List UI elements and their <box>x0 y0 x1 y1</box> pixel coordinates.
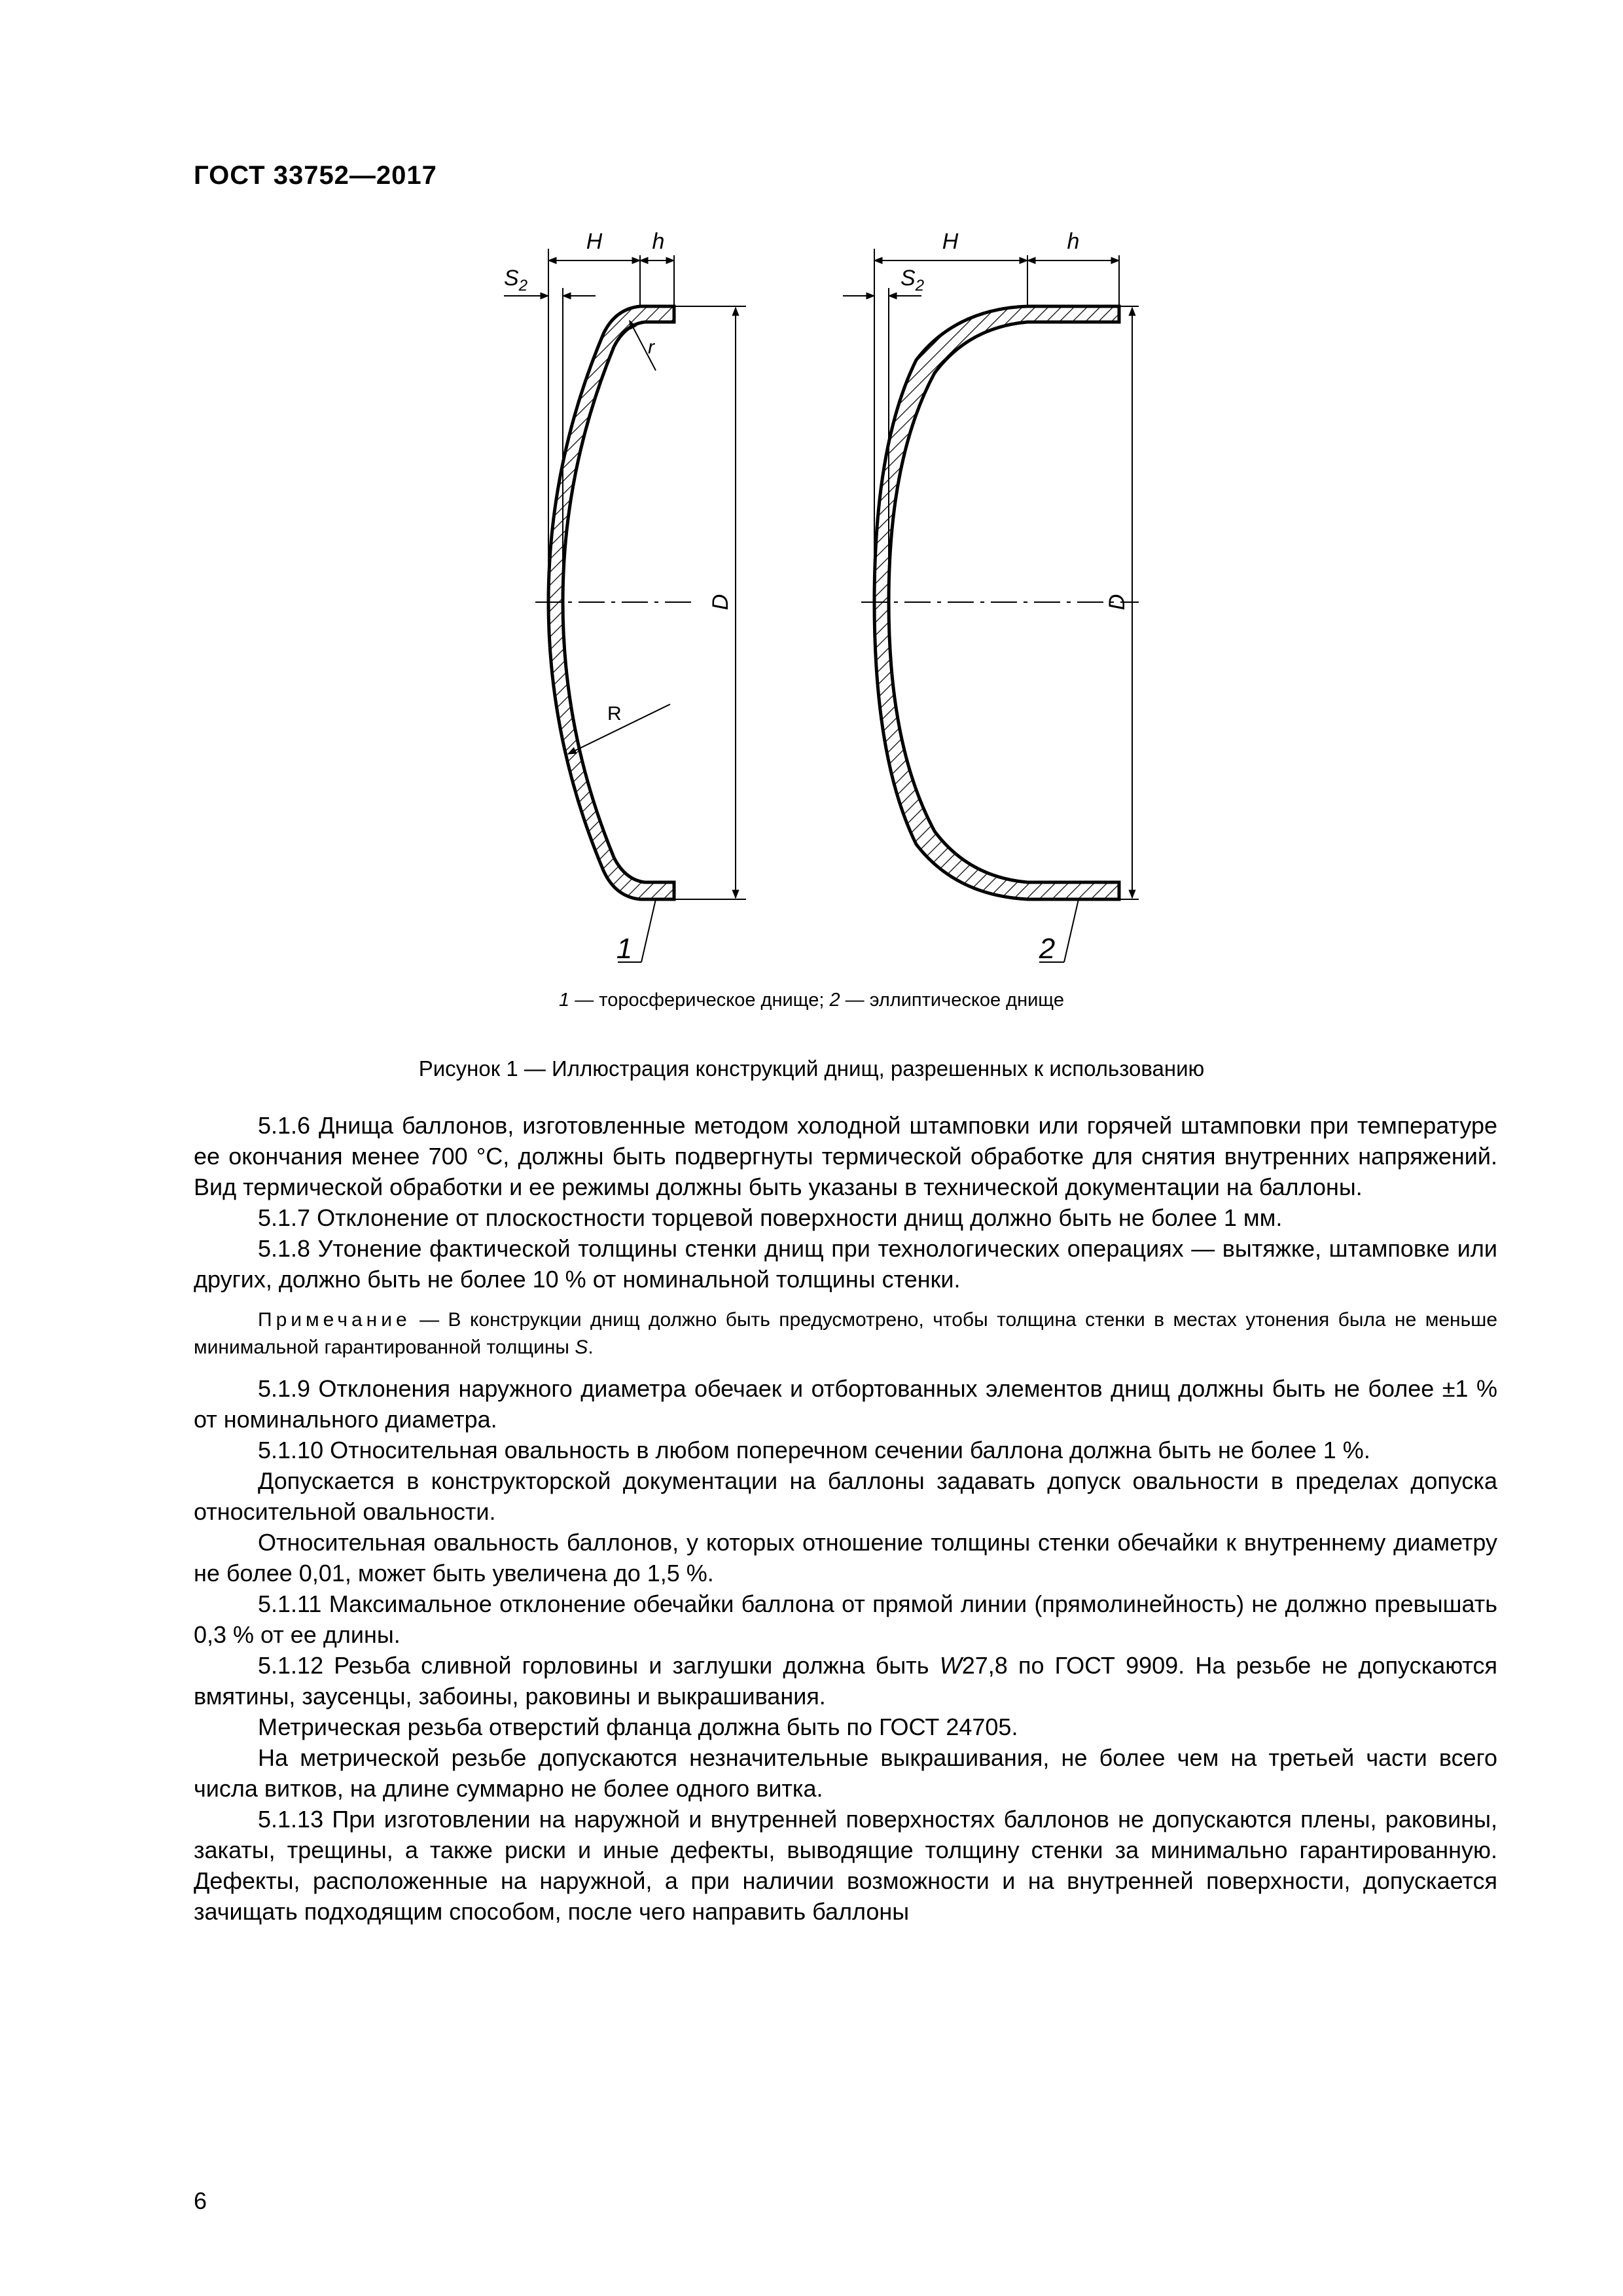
paragraph-ovality-tolerance: Допускается в конструкторской документации на баллоны задавать допуск овальности в пределах допуска относительной овальности. <box>194 1467 1497 1525</box>
dimension-h-label-2: h <box>1067 229 1080 254</box>
paragraph-5-1-7: 5.1.7 Отклонение от плоскостности торцевой поверхности днищ должно быть не более 1 мм. <box>258 1204 1283 1231</box>
item-2-label: 2 <box>1039 933 1056 965</box>
diameter-D-label: D <box>708 594 733 611</box>
dimension-H-label-2: H <box>942 229 959 254</box>
paragraph-thread-defects: На метрической резьбе допускаются незначительные выкрашивания, не более чем на третьей части всего числа витков, на длине суммарно не более одного витка. <box>194 1744 1497 1802</box>
torispherical-head-drawing <box>504 229 746 965</box>
elliptical-head-drawing <box>843 229 1139 965</box>
paragraph-5-1-13: 5.1.13 При изготовлении на наружной и внутренней поверхностях баллонов не допускаются плены, раковины, закаты, трещины, а также риски и иные дефекты, выводящие толщину стенки за минимально гарантированную. Дефекты, расположенные на наружной, а при наличии возможности и на внутренней поверхности, допускается зачищать подходящим способом, после чего направить баллоны <box>194 1806 1497 1925</box>
paragraph-5-1-11: 5.1.11 Максимальное отклонение обечайки баллона от прямой линии (прямолинейность) не должно превышать 0,3 % от ее длины. <box>194 1590 1497 1648</box>
dimension-h-label: h <box>652 229 665 254</box>
paragraph-5-1-10: 5.1.10 Относительная овальность в любом поперечном сечении баллона должна быть не более 1 %. <box>258 1437 1370 1463</box>
dimension-H-label: H <box>586 229 603 254</box>
knuckle-radius-r-label: r <box>648 336 654 358</box>
paragraph-5-1-8: 5.1.8 Утонение фактической толщины стенки днищ при технологических операциях — вытяжке, штамповке или других, должно быть не более 10 % от номинальной толщины стенки. <box>194 1235 1497 1293</box>
paragraph-metric-thread: Метрическая резьба отверстий фланца должна быть по ГОСТ 24705. <box>258 1713 1018 1740</box>
diameter-D-label-2: D <box>1105 594 1130 611</box>
paragraph-relative-ovality: Относительная овальность баллонов, у которых отношение толщины стенки обечайки к внутреннему диаметру не более 0,01, может быть увеличена до 1,5 %. <box>194 1529 1497 1587</box>
page-number: 6 <box>194 2187 207 2214</box>
item-1-label: 1 <box>616 933 633 965</box>
paragraph-5-1-9: 5.1.9 Отклонения наружного диаметра обечаек и отбортованных элементов днищ должны быть не более ±1 % от номинального диаметра. <box>194 1375 1497 1433</box>
vessel-heads-figure <box>484 223 1139 995</box>
dimension-s2-label-2: $S_2$ <box>901 266 925 295</box>
paragraph-5-1-6: 5.1.6 Днища баллонов, изготовленные методом холодной штамповки или горячей штамповки при температуре ее окончания менее 700 °С, должны быть подвергнуты термической обработке для снятия внутренних напряжений. Вид термической обработки и ее режимы должны быть указаны в технической документации на баллоны. <box>194 1112 1497 1200</box>
note: Примечание — В конструкции днищ должно быть предусмотрено, чтобы толщина стенки в местах утонения была не меньше минимальной гарантированной толщины S. <box>194 1309 1497 1358</box>
figure-legend: 1 — торосферическое днище; 2 — эллиптическое днище <box>559 990 1064 1011</box>
document-header: ГОСТ 33752—2017 <box>194 161 437 190</box>
figure-caption: Рисунок 1 — Иллюстрация конструкций днищ, разрешенных к использованию <box>418 1056 1205 1081</box>
paragraph-5-1-12: 5.1.12 Резьба сливной горловины и заглушки должна быть W27,8 по ГОСТ 9909. На резьбе не допускаются вмятины, заусенцы, забоины, раковины и выкрашивания. <box>194 1652 1498 1710</box>
dimension-s2-label: $S_2$ <box>504 266 528 295</box>
document-body <box>194 1110 1497 1927</box>
sphere-radius-R-label: R <box>607 703 622 725</box>
